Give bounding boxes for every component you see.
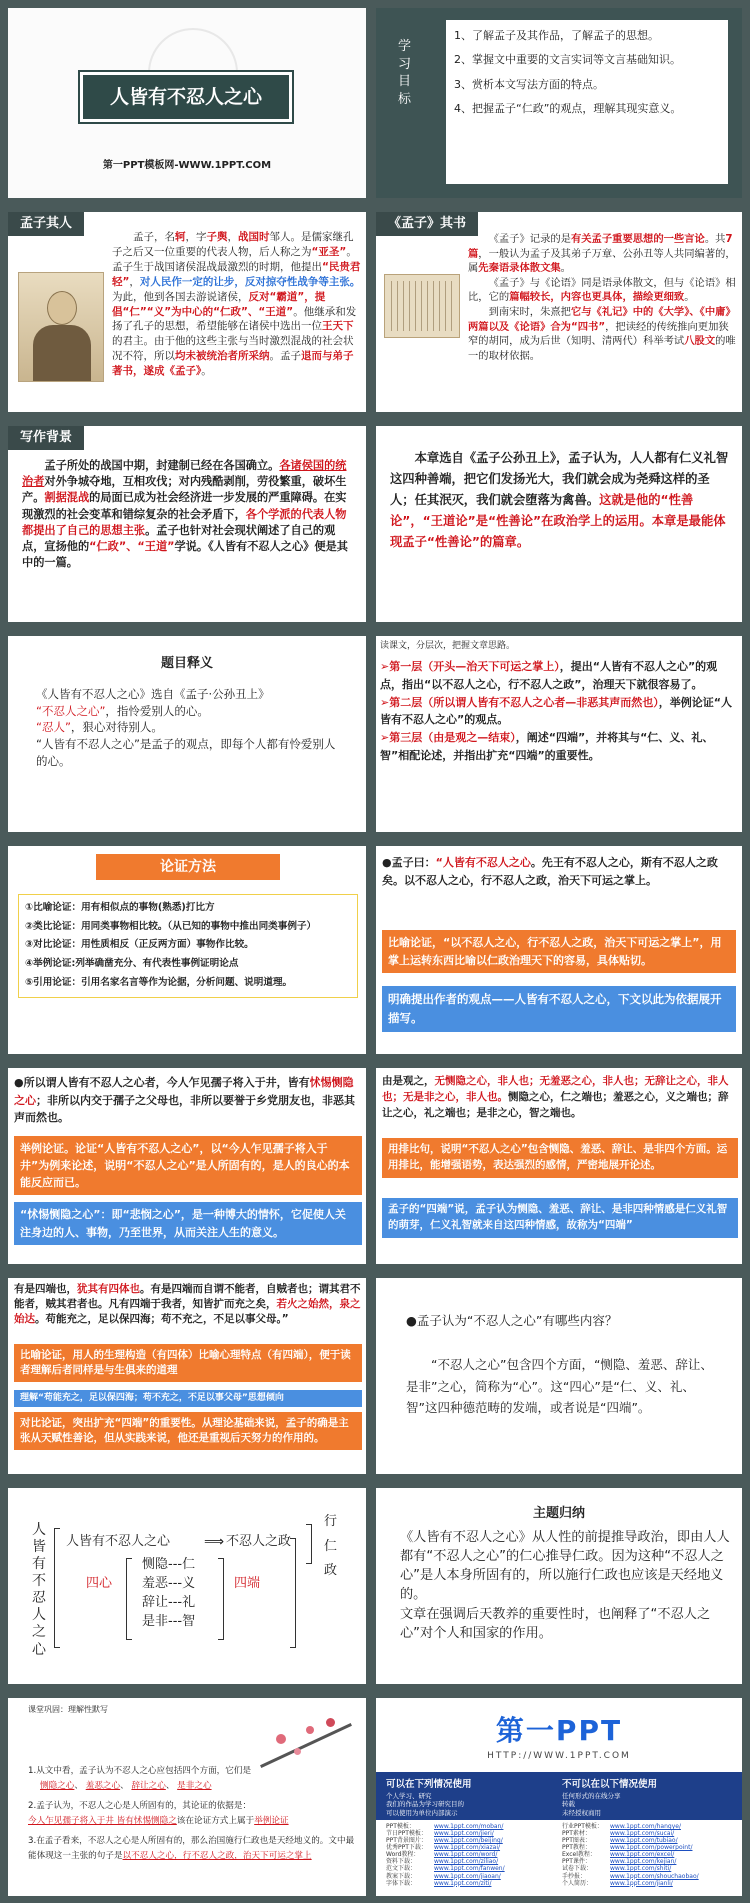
map-left-brace — [54, 1528, 60, 1648]
can-use-title: 可以在下列情况使用 — [386, 1779, 472, 1790]
map-inner-left-brace — [126, 1558, 132, 1640]
goals-panel — [446, 20, 728, 184]
slide-four-hearts[interactable] — [376, 1068, 742, 1264]
slide-question-content[interactable] — [376, 1278, 742, 1474]
slide-four-duan[interactable] — [8, 1278, 366, 1474]
four-hearts-quote: 由是观之，无恻隐之心，非人也；无羞恶之心，非人也；无辞让之心，非人也；无是非之心，非人也。恻隐之心，仁之端也；羞恶之心，义之端也；辞让之心，礼之端也；是非之心，智之端也。 — [382, 1075, 729, 1119]
map-four-duan: 四端 — [234, 1576, 261, 1591]
theme-para: 文章在强调后天教养的重要性时，也阐释了“不忍人之心”对个人和国家的作用。 — [400, 1606, 711, 1641]
section-tag: 《孟子》其书 — [376, 212, 478, 236]
answer-text: “不忍人之心”包含四个方面，“恻隐、羞恶、辞让、是非”之心，简称为“心”。这“四心”是“仁、义、礼、智”这四种德范畴的发端，或者说是“四端”。 — [406, 1357, 713, 1415]
map-pair: 辞让---礼 — [142, 1594, 196, 1610]
link-label: 个人简历： — [562, 1879, 593, 1887]
link-label: Word教程： — [386, 1851, 420, 1859]
link-url[interactable]: www.1ppt.com/sucai/ — [610, 1830, 675, 1838]
thesis-quote: ●孟子曰：“人皆有不忍人之心。先王有不忍人之心，斯有不忍人之政矣。以不忍人之心，行不忍人之政，治天下可运之掌上。 — [382, 856, 718, 887]
slide-mencius-book[interactable] — [376, 212, 742, 412]
map-right-brace — [306, 1524, 312, 1564]
link-url[interactable]: www.1ppt.com/kejian/ — [610, 1858, 677, 1866]
links-right — [562, 1823, 699, 1887]
slide-title-text: 人皆有不忍人之心 — [109, 86, 262, 108]
map-four-heart: 四心 — [86, 1576, 113, 1591]
link-url[interactable]: www.1ppt.com/tubiao/ — [610, 1837, 678, 1845]
logo-url[interactable]: HTTP://WWW.1PPT.COM — [487, 1751, 631, 1761]
arrow-right-icon: ⟹ — [204, 1534, 225, 1550]
link-url[interactable]: www.1ppt.com/ziliao/ — [434, 1858, 499, 1866]
link-row[interactable] — [386, 1880, 505, 1887]
method-item: ①比喻论证：用有相似点的事物(熟悉)打比方 — [25, 902, 215, 913]
map-pair: 恻隐---仁 — [142, 1557, 196, 1572]
slide-chapter-source[interactable] — [376, 426, 742, 622]
link-url[interactable]: www.1ppt.com/shouchaobao/ — [610, 1872, 699, 1880]
analysis-blue: “怵惕恻隐之心”：即“悲悯之心”，是一种博大的情怀，它促使人关注身边的人、事物，乃至世界，从而关注人生的意义。 — [14, 1202, 362, 1245]
link-label: PPT图表： — [562, 1837, 591, 1845]
link-url[interactable]: www.1ppt.com/jieri/ — [434, 1830, 494, 1838]
slide-copyright[interactable] — [376, 1698, 742, 1896]
question-text: ●孟子认为“不忍人之心”有哪些内容？ — [406, 1313, 618, 1328]
links-left — [386, 1823, 505, 1887]
analysis-orange: 比喻论证，“以不忍人之心，行不忍人之政，治天下可运之掌上”，用掌上运转东西比喻以仁政治理天下的容易，具体贴切。 — [382, 930, 736, 973]
section-tag: 孟子其人 — [8, 212, 84, 236]
goal-item: 2、掌握文中重要的文言实词等文言基础知识。 — [454, 53, 681, 67]
link-url[interactable]: www.1ppt.com/jianli/ — [610, 1879, 673, 1887]
example-quote: ●所以谓人皆有不忍人之心者，今人乍见孺子将入于井，皆有怵惕恻隐之心；非所以内交于孺子之父母也，非所以要誉于乡党朋友也，非恶其声而然也。 — [14, 1076, 355, 1125]
theme-text — [400, 1528, 730, 1643]
link-url[interactable]: www.1ppt.com/jiaoan/ — [434, 1872, 501, 1880]
title-plate — [80, 72, 292, 122]
section-heading: 主题归纳 — [532, 1506, 585, 1521]
slide-structure[interactable] — [376, 636, 742, 832]
section-tag: 写作背景 — [8, 426, 84, 450]
link-label: 资料下载： — [386, 1858, 417, 1866]
goal-item: 1、了解孟子及其作品，了解孟子的思想。 — [454, 29, 659, 42]
map-pair: 羞恶---义 — [142, 1575, 196, 1591]
link-url[interactable]: www.1ppt.com/excel/ — [610, 1851, 675, 1859]
logo-area — [376, 1698, 742, 1772]
slide-title-meaning[interactable] — [8, 636, 366, 832]
analysis-orange: 举例论证。论证“人皆有不忍人之心”，以“今人乍见孺子将入于井”为例来论述，说明“不忍人之心”是人所固有的，是人的良心的本能反应而已。 — [14, 1136, 362, 1195]
book-intro: 《孟子》记录的是有关孟子重要思想的一些言论。共7篇，一般认为孟子及其弟子万章、公孙丑等人共同编著的，属先秦语录体散文集。 《孟子》与《论语》同是语录体散文，但与《论语》相比，它的篇幅较长，内容也更具体，描绘更细致。 到南宋时，朱熹把它与《礼记》中的《大学》、《中庸》两篇以及《论语》合为“四书”，把读经的传统推向更加狭窄的胡同，成为后世（知明、清两代）科举考试八股文的唯一的取材依据。 — [468, 233, 736, 362]
section-heading: 题目释义 — [160, 656, 213, 671]
slide-mind-map[interactable] — [8, 1488, 366, 1684]
link-row[interactable] — [562, 1880, 699, 1887]
link-url[interactable]: www.1ppt.com/beijing/ — [434, 1837, 503, 1845]
title-meaning-text: 《人皆有不忍人之心》选自《孟子·公孙丑上》 “不忍人之心”，指怜爱别人的心。 “忍人”，狠心对待别人。 “人皆有不忍人之心”是孟子的观点，即每个人都有怜爱别人的心。 — [36, 687, 336, 768]
method-item: ④举例论证:列举确凿充分、有代表性事例证明论点 — [25, 958, 239, 970]
link-row[interactable] — [562, 1865, 699, 1872]
link-row[interactable] — [386, 1873, 505, 1880]
structure-intro: 读课文，分层次，把握文章思路。 — [380, 641, 516, 651]
map-right-vertical: 行仁政 — [324, 1514, 338, 1579]
method-item: ⑤引用论证：引用名家名言等作为论据，分析问题、说明道理。 — [25, 976, 293, 988]
link-label: PPT课件： — [562, 1858, 591, 1866]
analysis-blue: 明确提出作者的观点——人皆有不忍人之心，下文以此为依据展开描写。 — [382, 986, 736, 1032]
link-url[interactable]: www.1ppt.com/shiti/ — [610, 1865, 672, 1873]
analysis-orange-2: 对比论证，突出扩充“四端”的重要性。从理论基础来说，孟子的确是主张从天赋性善论，但从实践来说，他还是重视后天努力的作用的。 — [14, 1412, 362, 1450]
link-label: PPT背景图片： — [386, 1837, 427, 1845]
link-label: 节日PPT模板： — [386, 1830, 427, 1838]
slide-goals[interactable] — [376, 8, 742, 198]
logo-text: 第一PPT — [495, 1714, 623, 1747]
analysis-blue-small: 理解“苟能充之，足以保四海；苟不充之，不足以事父母”思想倾向 — [14, 1390, 362, 1407]
analysis-blue: 孟子的“四端”说，孟子认为恻隐、羞恶、辞让、是非四种情感是仁义礼智的萌芽，仁义礼智就来自这四种情感，故称为“四端” — [382, 1198, 738, 1238]
link-url[interactable]: www.1ppt.com/xiazai/ — [434, 1844, 501, 1852]
link-label: PPT模板： — [386, 1823, 415, 1830]
link-url[interactable]: www.1ppt.com/word/ — [434, 1851, 498, 1859]
slide-theme[interactable] — [376, 1488, 742, 1684]
exercise-intro: 课堂巩固：理解性默写 — [28, 1705, 108, 1714]
link-label: PPT教程： — [562, 1844, 591, 1852]
link-label: 范文下载： — [386, 1865, 417, 1873]
structure-list: ➢第一层（开头—治天下可运之掌上），提出“人皆有不忍人之心”的观点，指出“以不忍人之心，行不忍人之政”，治理天下就很容易了。 ➢第二层（所以谓人皆有不忍人之心者—非恶其声而然也），举例论证“人皆有不忍人之心”的观点。 ➢第三层（由是观之—结束），阐述“四端”，并将其与“仁、义、礼、智”相配论述，并指出扩充“四端”的重要性。 — [380, 660, 732, 763]
link-url[interactable]: www.1ppt.com/hangye/ — [610, 1823, 681, 1830]
map-outer-right-brace — [290, 1538, 296, 1648]
method-item: ②类比论证：用同类事物相比较。（从已知的事物中推出同类事例子） — [25, 920, 317, 932]
map-top-right: 不忍人之政 — [226, 1534, 292, 1549]
exercise-list: 1.从文中看，孟子认为不忍人之心应包括四个方面，它们是 恻隐之心、 羞恶之心、 辞让之心、 是非之心 2.孟子认为，不忍人之心是人所固有的，其论证的依据是： 今人乍见孺子将入于井 皆有怵惕恻隐之该在论证方式上属于举例论证 3.在孟子看来，不忍人之心是人所固有的，那么治国施行仁政也是天经地义的。文中最能体现这一主张的句子是以不忍人之心，行不忍人之政，治天下可运之掌上 — [28, 1766, 355, 1862]
cannot-use-list: 任何形式的在线分享 转载 未经授权商用 — [562, 1792, 621, 1817]
ancient-book-icon — [384, 274, 460, 338]
link-url[interactable]: www.1ppt.com/powerpoint/ — [610, 1844, 693, 1852]
mencius-portrait-icon — [18, 272, 104, 382]
link-label: 试卷下载： — [562, 1865, 593, 1873]
link-url[interactable]: www.1ppt.com/fanwen/ — [434, 1865, 505, 1873]
four-duan-quote: 有是四端也，犹其有四体也。有是四端而自谓不能者，自贼者也；谓其君不能者，贼其君者也。凡有四端于我者，知皆扩而充之矣，若火之始然，泉之始达。苟能充之，足以保四海；苟不充之，不足以事父母。” — [14, 1283, 361, 1326]
cannot-use-title: 不可以在以下情况使用 — [562, 1779, 658, 1790]
can-use-list: 个人学习、研究 我们的作品为学习研究目的 可以使用为单位内部演示 — [386, 1792, 464, 1817]
goals-side-label: 学习目标 — [398, 39, 412, 107]
license-panel — [376, 1772, 742, 1896]
goal-item: 4、把握孟子“仁政”的观点，理解其现实意义。 — [454, 102, 682, 116]
link-label: PPT素材： — [562, 1830, 591, 1838]
goal-item: 3、赏析本文写法方面的特点。 — [454, 77, 604, 91]
link-url[interactable]: www.1ppt.com/ziti/ — [434, 1879, 492, 1887]
link-label: 行业PPT模板： — [562, 1823, 603, 1830]
links-panel — [376, 1820, 742, 1896]
link-row[interactable] — [562, 1873, 699, 1880]
map-inner-right-brace — [218, 1558, 224, 1640]
section-heading: 论证方法 — [96, 854, 280, 880]
map-left-vertical: 人皆有不忍人之心 — [32, 1522, 46, 1658]
slide-thesis[interactable] — [376, 846, 742, 1054]
link-label: 手抄报： — [562, 1872, 587, 1880]
map-pairs — [142, 1556, 195, 1631]
mencius-bio: 孟子，名轲，字子舆，战国时邹人。是儒家继孔子之后又一位重要的代表人物，后人称之为“亚圣”。孟子生于战国诸侯混战最激烈的时期，他提出“民贵君轻”，对人民作一定的让步，反对掠夺性战争等主张。为此，他到各国去游说诸侯，反对“霸道”，提倡“仁”“义”为中心的“仁政”、“王道”。他继承和发扬了孔子的思想，希望能够在诸侯中选出一位王天下的君主。由于他的这些主张与当时激烈混战的社会状况不符，所以均未被统治者所采纳。孟子退而与弟子著书，遂成《孟子》。 — [112, 231, 361, 378]
background-text: 孟子所处的战国中期，封建制已经在各国确立。各诸侯国的统治者对外争城夺地，互相攻伐；对内残酷剥削，劳役繁重，破坏生产。割据混战的局面已成为社会经济进一步发展的严重障碍。在实现激烈的社会变革和错综复杂的社会矛盾下，各个学派的代表人物都提出了自己的思想主张。孟子也针对社会现状阐述了自己的观点，宣扬他的“仁政”、“王道”学说。《人皆有不忍人之心》便是其中的一篇。 — [22, 459, 348, 570]
slide-background[interactable] — [8, 426, 366, 622]
slide-example-argument[interactable] — [8, 1068, 366, 1264]
slide-mencius-person[interactable] — [8, 212, 366, 412]
link-url[interactable]: www.1ppt.com/moban/ — [434, 1823, 504, 1830]
slide-title[interactable] — [8, 8, 366, 198]
map-pair: 是非---智 — [142, 1613, 196, 1629]
chapter-source-text: 本章选自《孟子公孙丑上》，孟子认为，人人都有仁义礼智这四种善端，把它们发扬光大，我们就会成为尧舜这样的圣人；任其泯灭，我们就会堕落为禽兽。这就是他的“性善论”，“王道论”是“性善论”在政治学上的运用。本章是最能体现孟子“性善论”的篇章。 — [390, 451, 729, 549]
link-label: 教案下载： — [386, 1872, 417, 1880]
theme-para: 《人皆有不忍人之心》从人性的前提推导政治，即由人人都有“不忍人之心”的仁心推导仁政。因为这种“不忍人之心”是人本身所固有的，所以施行仁政也应该是天经地义的。 — [400, 1530, 730, 1603]
methods-list — [18, 894, 358, 998]
link-label: 优秀PPT下载： — [386, 1844, 427, 1852]
slide-footer: 第一PPT模板网-WWW.1PPT.COM — [102, 160, 272, 171]
link-label: Excel教程： — [562, 1851, 596, 1859]
link-row[interactable] — [386, 1865, 505, 1872]
analysis-orange: 比喻论证，用人的生理构造（有四体）比喻心理特点（有四端），便于读者理解后者同样是与生俱来的道理 — [14, 1344, 362, 1382]
slide-exercise[interactable] — [8, 1698, 366, 1896]
slide-argument-methods[interactable] — [8, 846, 366, 1054]
link-label: 字体下载： — [386, 1879, 417, 1887]
map-top-left: 人皆有不忍人之心 — [66, 1534, 171, 1549]
analysis-orange: 用排比句，说明“不忍人之心”包含恻隐、羞恶、辞让、是非四个方面。运用排比，能增强语势，表达强烈的感情，严密地展开论述。 — [382, 1138, 738, 1178]
method-item: ③对比论证：用性质相反（正反两方面）事物作比较。 — [25, 939, 254, 951]
